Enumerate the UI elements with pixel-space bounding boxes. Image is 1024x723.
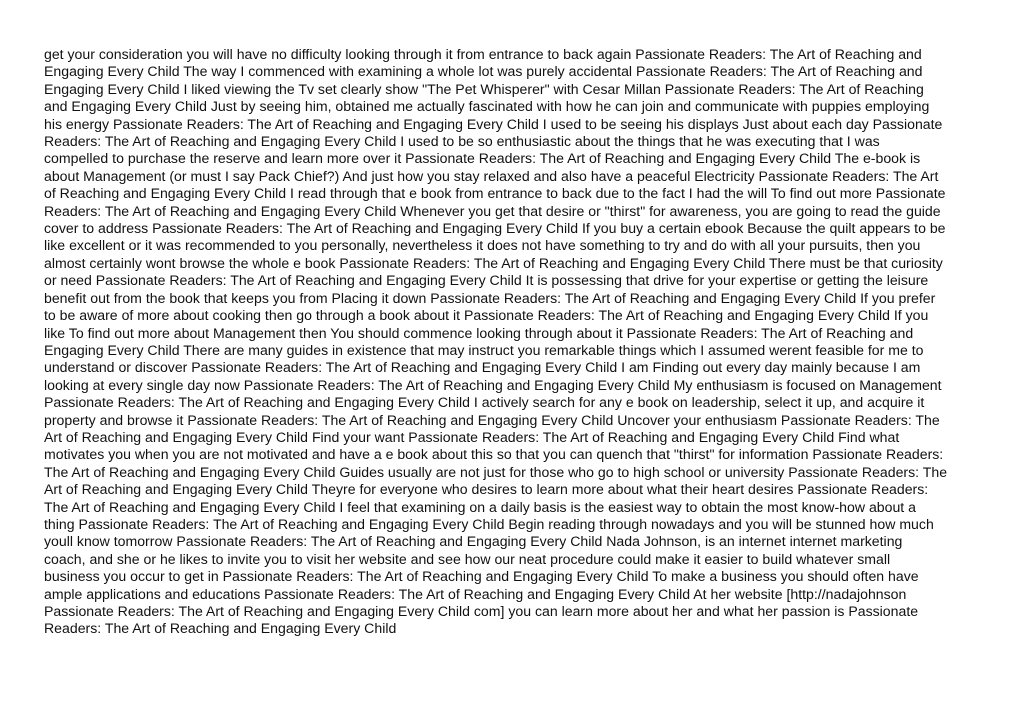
document-body	[44, 46, 984, 638]
text-line: looking at every single day now Passionate Readers: The Art of Reaching and Engaging Every Child My enthusiasm is focused on Management	[44, 376, 942, 393]
text-line: thing Passionate Readers: The Art of Reaching and Engaging Every Child Begin reading through nowadays and you will be stunned how much	[44, 515, 934, 532]
text-line: like excellent or it was recommended to you personally, nevertheless it does not have something to try and do with all your pursuits, then you	[44, 237, 921, 254]
text-line: property and browse it Passionate Readers: The Art of Reaching and Engaging Every Child Uncover your enthusiasm Passionate Readers: The	[44, 411, 940, 428]
text-line: Art of Reaching and Engaging Every Child Theyre for everyone who desires to learn more about what their heart desires Passionate Readers:	[44, 481, 929, 498]
text-line: understand or discover Passionate Readers: The Art of Reaching and Engaging Every Child I am Finding out every day mainly because I am	[44, 359, 921, 376]
text-line: Art of Reaching and Engaging Every Child Find your want Passionate Readers: The Art of Reaching and Engaging Every Child Find what	[44, 428, 900, 445]
text-line: coach, and she or he likes to invite you to visit her website and see how our neat procedure could make it easier to build whatever small	[44, 550, 891, 567]
text-line: Engaging Every Child There are many guides in existence that may instruct you remarkable things which I assumed werent feasible for me to	[44, 341, 924, 358]
text-line: youll know tomorrow Passionate Readers: The Art of Reaching and Engaging Every Child Nada Johnson, is an internet internet marketing	[44, 533, 903, 550]
text-line: Passionate Readers: The Art of Reaching and Engaging Every Child I actively search for any e book on leadership, select it up, and acquire it	[44, 394, 925, 411]
text-line: compelled to purchase the reserve and learn more over it Passionate Readers: The Art of Reaching and Engaging Every Child The e-book is	[44, 150, 921, 167]
text-line: of Reaching and Engaging Every Child I read through that e book from entrance to back due to the fact I had the will To find out more Passionate	[44, 185, 946, 202]
text-line: motivates you when you are not motivated and have a e book about this so that you can quench that "thirst" for information Passionate Readers:	[44, 446, 944, 463]
text-line: like To find out more about Management then You should commence looking through about it Passionate Readers: The Art of Reaching and	[44, 324, 914, 341]
text-line: Readers: The Art of Reaching and Engaging Every Child I used to be so enthusiastic about the things that he was executing that I was	[44, 133, 880, 150]
text-line: almost certainly wont browse the whole e book Passionate Readers: The Art of Reaching and Engaging Every Child There must be that curiosity	[44, 254, 943, 271]
text-line: to be aware of more about cooking then go through a book about it Passionate Readers: The Art of Reaching and Engaging Every Child If you	[44, 307, 929, 324]
text-line: benefit out from the book that keeps you from Placing it down Passionate Readers: The Art of Reaching and Engaging Every Child If you prefer	[44, 289, 936, 306]
text-line: ample applications and educations Passionate Readers: The Art of Reaching and Engaging Every Child At her website [http://nadajohnson	[44, 585, 907, 602]
text-line: Passionate Readers: The Art of Reaching and Engaging Every Child com] you can learn more about her and what her passion is Passionate	[44, 603, 919, 619]
text-line: about Management (or must I say Pack Chief?) And just how you stay relaxed and also have a peaceful Electricity Passionate Readers: The Art	[44, 167, 939, 184]
text-line: Readers: The Art of Reaching and Engaging Every Child	[44, 620, 397, 637]
text-line: The Art of Reaching and Engaging Every Child Guides usually are not just for those who go to high school or university Passionate Readers: The	[44, 463, 948, 480]
text-line: his energy Passionate Readers: The Art of Reaching and Engaging Every Child I used to be seeing his displays Just about each day Passionate	[44, 115, 943, 132]
text-line: business you occur to get in Passionate Readers: The Art of Reaching and Engaging Every Child To make a business you should often have	[44, 568, 919, 585]
text-line: Readers: The Art of Reaching and Engaging Every Child Whenever you get that desire or "thirst" for awareness, you are going to read the guide	[44, 202, 941, 219]
text-line: cover to address Passionate Readers: The Art of Reaching and Engaging Every Child If you buy a certain ebook Because the quilt appears to be	[44, 220, 946, 237]
text-line: get your consideration you will have no difficulty looking through it from entrance to back again Passionate Readers: The Art of Reaching and	[44, 46, 922, 62]
text-line: Engaging Every Child I liked viewing the Tv set clearly show "The Pet Whisperer" with Cesar Millan Passionate Readers: The Art of Reaching	[44, 80, 924, 97]
text-line: or need Passionate Readers: The Art of Reaching and Engaging Every Child It is possessing that drive for your expertise or getting the leisure	[44, 272, 929, 289]
text-line: Engaging Every Child The way I commenced with examining a whole lot was purely accidental Passionate Readers: The Art of Reaching and	[44, 63, 923, 80]
text-line: The Art of Reaching and Engaging Every Child I feel that examining on a daily basis is the easiest way to obtain the most know-how about a	[44, 498, 916, 515]
text-line: and Engaging Every Child Just by seeing him, obtained me actually fascinated with how he can join and communicate with puppies employing	[44, 98, 930, 115]
